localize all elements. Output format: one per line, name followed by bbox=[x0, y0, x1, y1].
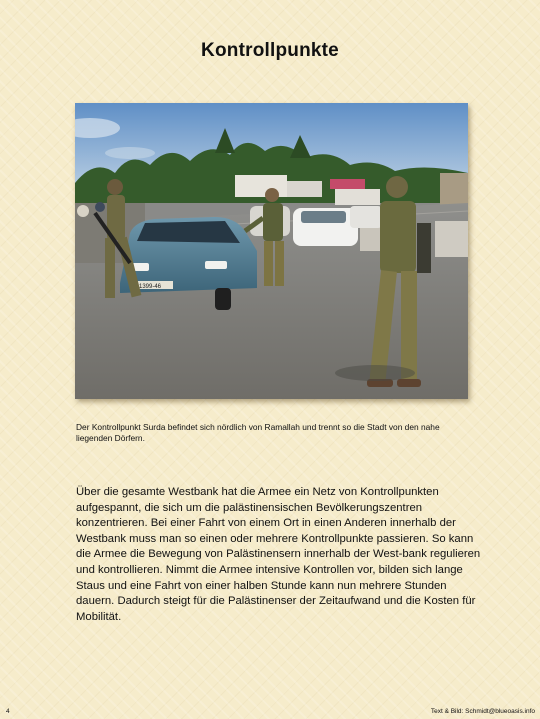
checkpoint-photo bbox=[75, 103, 468, 399]
body-text: Über die gesamte Westbank hat die Armee ein Netz von Kontrollpunkten aufgespannt, die sich um die palästinensischen Bevölkerungszentren konzentrieren. Bei einer Fahrt von einem Ort in einen Anderen innerhalb der Westbank muss man so einen oder mehrere Kontrollpunkte passieren. So kann die Armee die Bewegung von Palästinensern innerhalb der West-bank regulieren und kontrollieren. Nimmt die Armee intensive Kontrollen vor, bilden sich lange Staus und eine Fahrt von einer halben Stunde kann nun mehrere Stunden dauern. Dadurch steigt für die Palästinenser der Zeitaufwand und die Kosten für Mobilität. bbox=[76, 486, 481, 623]
license-plate: 1399-46 bbox=[139, 284, 162, 290]
page-title: Kontrollpunkte bbox=[201, 40, 339, 61]
photo-caption: Der Kontrollpunkt Surda befindet sich nördlich von Ramallah und trennt so die Stadt von den nahe liegenden Dörfern. bbox=[76, 422, 440, 444]
credit-line: Text & Bild: Schmidt@blueoasis.info bbox=[430, 708, 535, 715]
page-number: 4 bbox=[6, 708, 10, 715]
